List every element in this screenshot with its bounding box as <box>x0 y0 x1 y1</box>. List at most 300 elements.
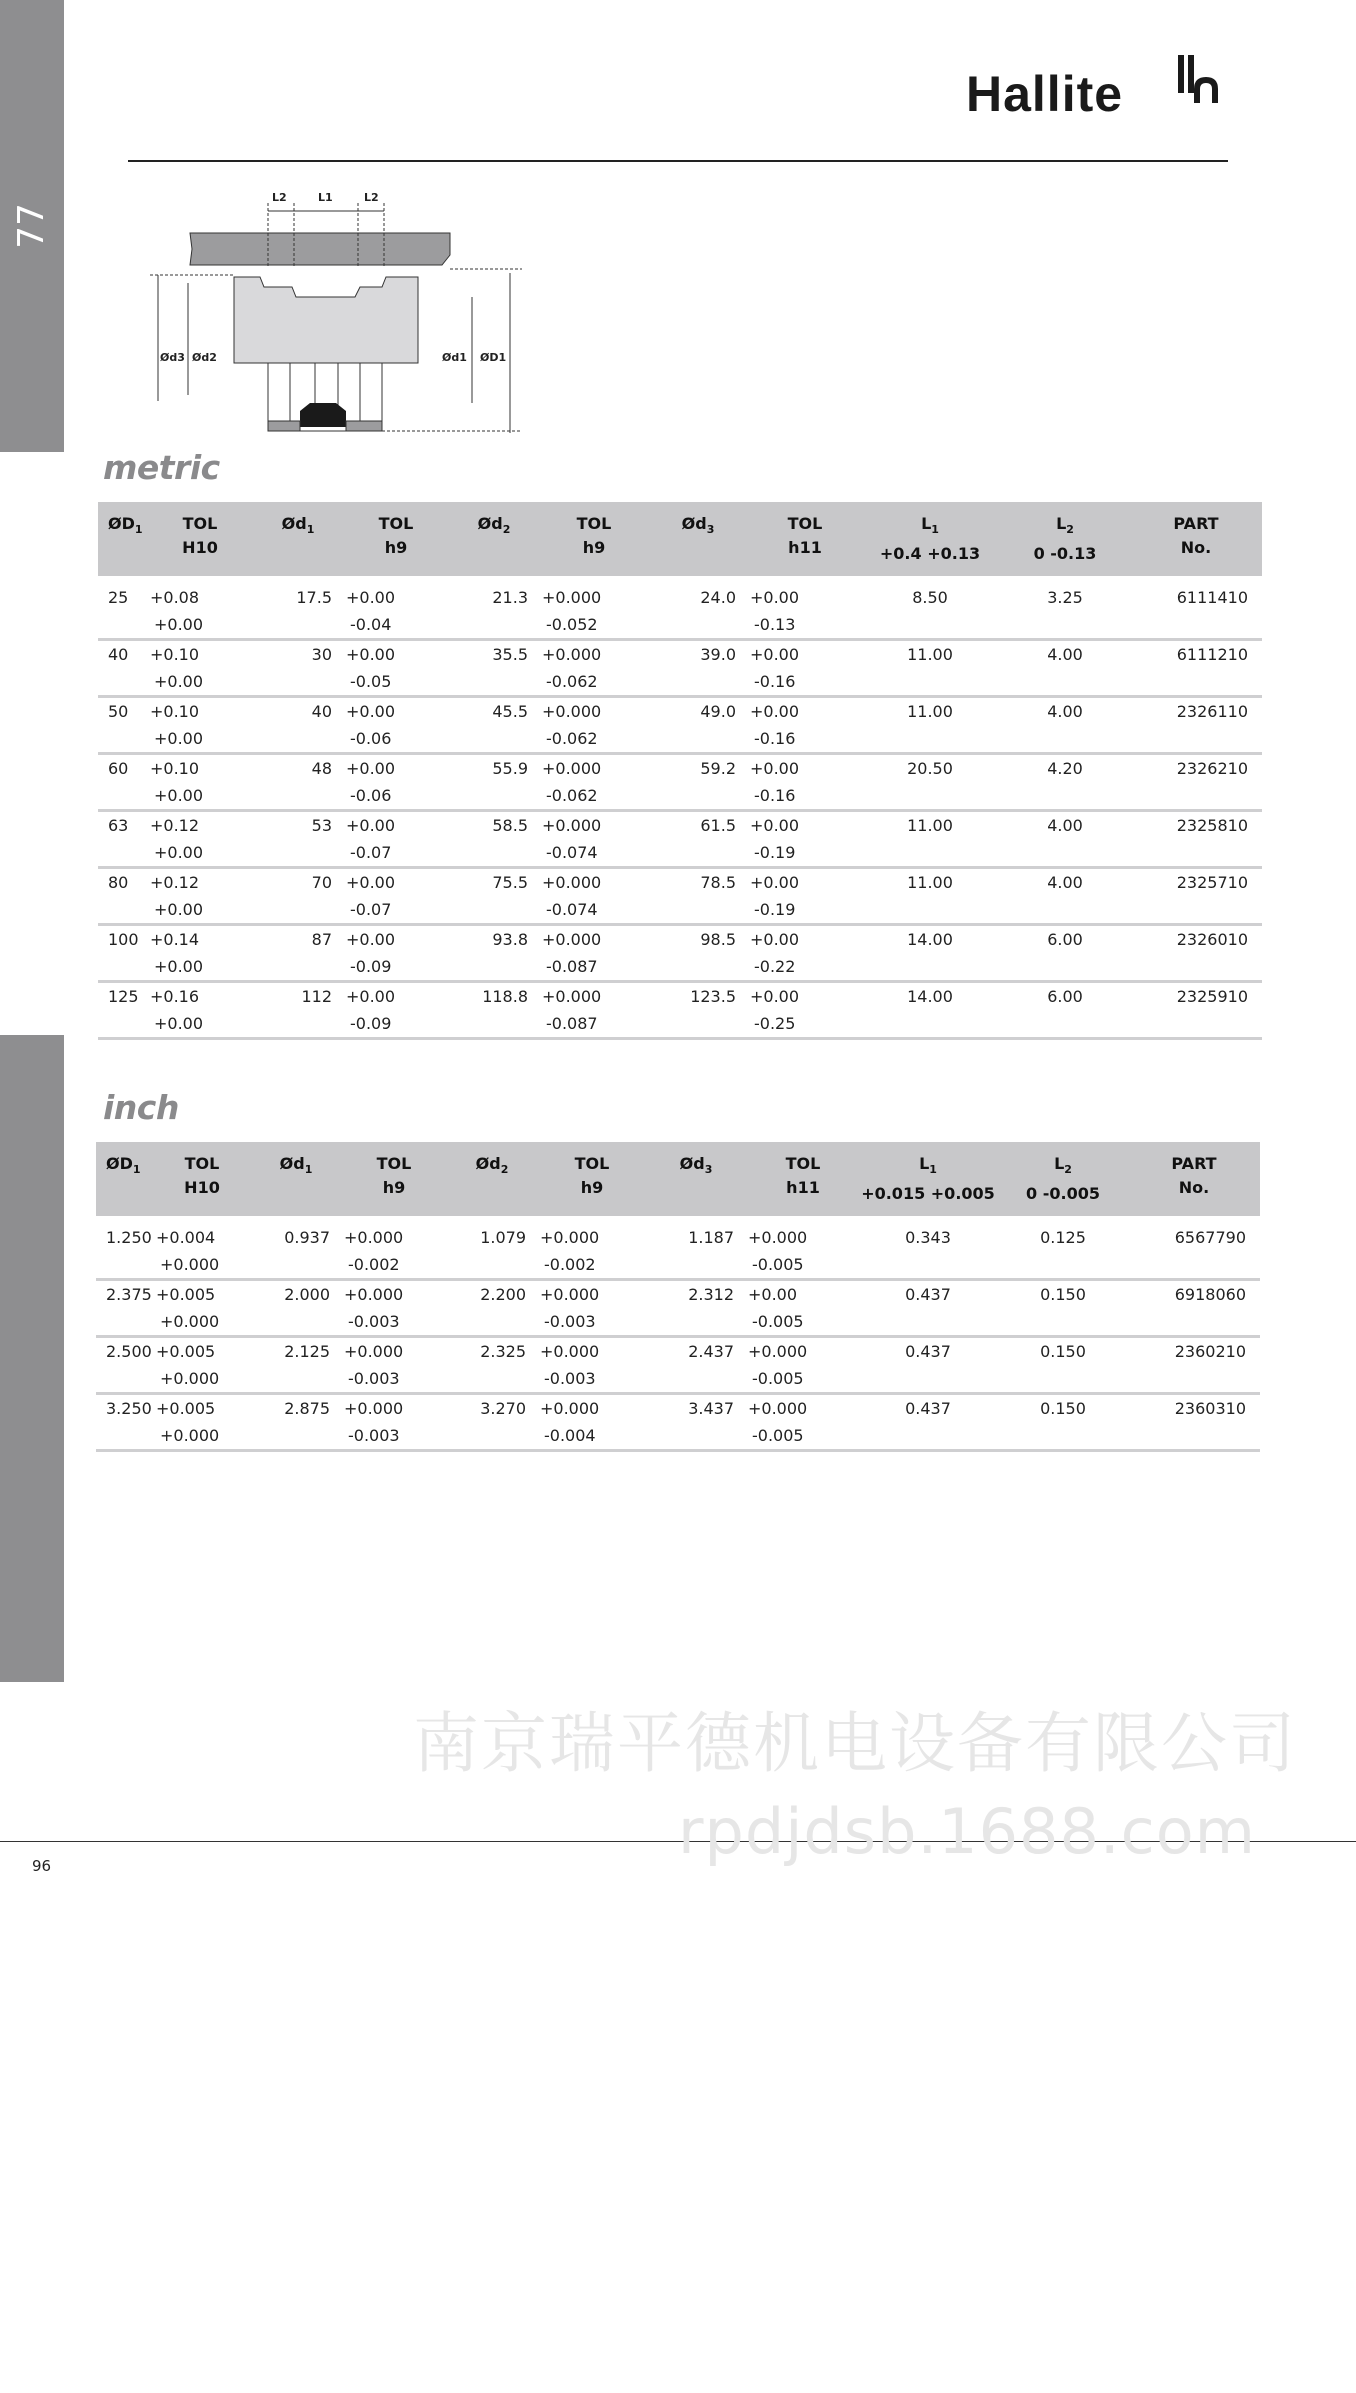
tolerance-cell <box>344 1216 444 1280</box>
tolerance-upper: +0.08 <box>150 588 200 607</box>
inch-header-main-text: TOL <box>376 1154 412 1173</box>
cell-d2: 2.325 <box>480 1342 526 1361</box>
metric-header-main <box>750 512 860 536</box>
cell-d1: 40 <box>311 702 332 721</box>
cell-d1: 48 <box>311 759 332 778</box>
cell-d3: 59.2 <box>700 759 736 778</box>
tolerance-upper: +0.00 <box>346 759 396 778</box>
cell-part: 2325810 <box>1176 816 1248 835</box>
label-d1: Ød1 <box>442 351 467 364</box>
tolerance-lower: +0.000 <box>160 1255 220 1274</box>
cell-l1: 0.437 <box>905 1342 951 1361</box>
cell-part: 2326210 <box>1176 759 1248 778</box>
tolerance-lower: -0.087 <box>546 1014 598 1033</box>
tolerance-lower: -0.06 <box>350 729 392 748</box>
tolerance-upper: +0.000 <box>542 588 602 607</box>
inch-body <box>96 1216 1260 1451</box>
cell-d1: 25 <box>108 588 129 607</box>
tolerance-cell <box>344 1394 444 1451</box>
table-row <box>96 1394 1260 1451</box>
tolerance-upper: +0.10 <box>150 702 200 721</box>
tolerance-lower: -0.005 <box>752 1312 804 1331</box>
tolerance-upper: +0.00 <box>346 645 396 664</box>
tolerance-lower: -0.002 <box>544 1255 596 1274</box>
tolerance-upper: +0.16 <box>150 987 200 1006</box>
tolerance-upper: +0.005 <box>156 1285 216 1304</box>
tolerance-cell <box>542 982 646 1039</box>
tolerance-lower: -0.002 <box>348 1255 400 1274</box>
cell-l1: 11.00 <box>907 873 953 892</box>
metric-header-sub: 1 <box>306 523 315 536</box>
label-d2: Ød2 <box>192 351 217 364</box>
tolerance-lower: -0.04 <box>350 615 392 634</box>
cell-d2: 2.200 <box>480 1285 526 1304</box>
inch-header-main <box>644 1152 748 1182</box>
inch-header-sub: 1 <box>929 1163 937 1176</box>
inch-header-cell <box>858 1142 998 1216</box>
table-row <box>96 1337 1260 1394</box>
cell-l1: 20.50 <box>907 759 953 778</box>
inch-header-sub: 3 <box>704 1163 713 1176</box>
cell-part: 2360210 <box>1174 1342 1246 1361</box>
metric-header-row <box>98 502 1262 576</box>
label-d3: Ød3 <box>160 351 185 364</box>
tolerance-lower: -0.003 <box>348 1369 400 1388</box>
label-l1: L1 <box>318 191 333 204</box>
cell-l2: 0.150 <box>1040 1285 1086 1304</box>
cell-l1: 11.00 <box>907 645 953 664</box>
cell-l2: 6.00 <box>1047 930 1083 949</box>
inch-header-main-text: TOL <box>184 1154 220 1173</box>
label-l2-left: L2 <box>272 191 287 204</box>
tolerance-lower: +0.00 <box>154 615 204 634</box>
cell-d3: 123.5 <box>690 987 736 1006</box>
tolerance-upper: +0.000 <box>344 1285 404 1304</box>
tolerance-lower: -0.25 <box>754 1014 796 1033</box>
metric-header-main-text: Ød <box>281 514 307 533</box>
inch-table <box>96 1142 1260 1452</box>
header-rule <box>128 160 1228 162</box>
inch-header-main <box>156 1152 248 1176</box>
tolerance-upper: +0.00 <box>750 873 800 892</box>
tolerance-upper: +0.00 <box>346 873 396 892</box>
tolerance-cell <box>346 576 446 640</box>
tolerance-upper: +0.000 <box>748 1342 808 1361</box>
inch-header-main-text: PART <box>1171 1154 1217 1173</box>
tolerance-cell <box>150 754 250 811</box>
tolerance-cell <box>346 754 446 811</box>
cell-l2: 4.20 <box>1047 759 1083 778</box>
metric-header-main <box>1130 512 1262 536</box>
cell-d3: 39.0 <box>700 645 736 664</box>
cell-d3: 24.0 <box>700 588 736 607</box>
tolerance-cell <box>344 1337 444 1394</box>
inch-header-main-text: TOL <box>574 1154 610 1173</box>
tolerance-upper: +0.00 <box>750 588 800 607</box>
tolerance-upper: +0.000 <box>344 1399 404 1418</box>
tolerance-lower: +0.00 <box>154 1014 204 1033</box>
cell-d3: 2.437 <box>688 1342 734 1361</box>
metric-header-cell <box>750 502 860 576</box>
tolerance-cell <box>542 925 646 982</box>
metric-header-main <box>860 512 1000 542</box>
tolerance-lower: -0.07 <box>350 900 392 919</box>
tolerance-lower: -0.003 <box>348 1426 400 1445</box>
inch-header-cell <box>156 1142 248 1216</box>
inch-header-row <box>96 1142 1260 1216</box>
tolerance-upper: +0.000 <box>542 930 602 949</box>
metric-header-main <box>446 512 542 542</box>
metric-header-main-text: ØD <box>108 514 135 533</box>
inch-header-cell <box>444 1142 540 1216</box>
tolerance-cell <box>150 868 250 925</box>
tolerance-upper: +0.004 <box>156 1228 216 1247</box>
tolerance-lower: +0.00 <box>154 957 204 976</box>
inch-header-main <box>858 1152 998 1182</box>
inch-header-cell <box>344 1142 444 1216</box>
tolerance-upper: +0.00 <box>346 816 396 835</box>
inch-header-sub: 1 <box>132 1163 141 1176</box>
tolerance-lower: -0.005 <box>752 1426 804 1445</box>
metric-header-main-text: Ød <box>477 514 503 533</box>
metric-header-cell <box>150 502 250 576</box>
metric-header-cell <box>446 502 542 576</box>
cell-d3: 78.5 <box>700 873 736 892</box>
tolerance-cell <box>150 640 250 697</box>
inch-header-main <box>444 1152 540 1182</box>
inch-header-line2: h9 <box>580 1178 604 1197</box>
cell-d3: 1.187 <box>688 1228 734 1247</box>
cell-d2: 58.5 <box>492 816 528 835</box>
inch-header-main <box>748 1152 858 1176</box>
cell-d2: 35.5 <box>492 645 528 664</box>
tolerance-lower: +0.00 <box>154 672 204 691</box>
cell-l1: 14.00 <box>907 987 953 1006</box>
tolerance-cell <box>542 868 646 925</box>
cell-part: 2325710 <box>1176 873 1248 892</box>
cell-d1: 100 <box>108 930 139 949</box>
metric-table <box>98 502 1262 1040</box>
tolerance-cell <box>344 1280 444 1337</box>
metric-header-cell <box>250 502 346 576</box>
tolerance-lower: -0.003 <box>544 1369 596 1388</box>
cell-d1: 0.937 <box>284 1228 330 1247</box>
tolerance-cell <box>748 1216 858 1280</box>
cell-d1: 125 <box>108 987 139 1006</box>
tolerance-cell <box>156 1394 248 1451</box>
tolerance-lower: -0.062 <box>546 786 598 805</box>
cell-l2: 4.00 <box>1047 816 1083 835</box>
metric-header-line2: +0.4 +0.13 <box>879 544 981 563</box>
tolerance-upper: +0.000 <box>542 645 602 664</box>
tolerance-lower: -0.22 <box>754 957 796 976</box>
metric-header-cell <box>542 502 646 576</box>
metric-header-sub: 1 <box>931 523 939 536</box>
inch-header-main <box>1128 1152 1260 1176</box>
tolerance-upper: +0.00 <box>750 759 800 778</box>
tolerance-upper: +0.000 <box>748 1228 808 1247</box>
inch-header-sub: 1 <box>304 1163 313 1176</box>
tolerance-upper: +0.000 <box>540 1342 600 1361</box>
tolerance-cell <box>346 640 446 697</box>
metric-header-line2: h9 <box>582 538 606 557</box>
tolerance-upper: +0.000 <box>344 1228 404 1247</box>
metric-header-main <box>646 512 750 542</box>
inch-header-main-text: Ød <box>475 1154 501 1173</box>
metric-header-main <box>250 512 346 542</box>
tolerance-lower: +0.00 <box>154 843 204 862</box>
cell-d2: 75.5 <box>492 873 528 892</box>
tolerance-lower: +0.000 <box>160 1312 220 1331</box>
tolerance-lower: +0.00 <box>154 786 204 805</box>
cell-d1: 1.250 <box>106 1228 152 1247</box>
cell-d1: 2.125 <box>284 1342 330 1361</box>
cell-d3: 3.437 <box>688 1399 734 1418</box>
inch-header-line2: h9 <box>382 1178 406 1197</box>
cell-d1: 53 <box>311 816 332 835</box>
tolerance-cell <box>750 576 860 640</box>
cell-d1: 87 <box>311 930 332 949</box>
cell-d1: 17.5 <box>296 588 332 607</box>
label-D1: ØD1 <box>480 351 507 364</box>
cell-l1: 8.50 <box>912 588 948 607</box>
cell-part: 6567790 <box>1174 1228 1246 1247</box>
cell-d3: 98.5 <box>700 930 736 949</box>
cell-l2: 0.150 <box>1040 1399 1086 1418</box>
inch-header-line2: No. <box>1178 1178 1210 1197</box>
tolerance-lower: -0.16 <box>754 672 796 691</box>
cell-l1: 0.437 <box>905 1399 951 1418</box>
tolerance-upper: +0.000 <box>542 873 602 892</box>
tolerance-lower: +0.00 <box>154 729 204 748</box>
table-row <box>98 576 1262 640</box>
cell-d3: 2.312 <box>688 1285 734 1304</box>
inch-header-cell <box>644 1142 748 1216</box>
tolerance-cell <box>156 1337 248 1394</box>
label-l2-right: L2 <box>364 191 379 204</box>
tolerance-lower: -0.19 <box>754 843 796 862</box>
inch-header-cell <box>998 1142 1128 1216</box>
tolerance-upper: +0.005 <box>156 1342 216 1361</box>
cell-part: 6918060 <box>1174 1285 1246 1304</box>
tolerance-upper: +0.00 <box>750 987 800 1006</box>
tolerance-cell <box>750 811 860 868</box>
tolerance-upper: +0.000 <box>540 1228 600 1247</box>
table-row <box>98 868 1262 925</box>
chapter-number: 77 <box>11 203 52 249</box>
inch-header-main <box>998 1152 1128 1182</box>
tolerance-cell <box>150 697 250 754</box>
tolerance-cell <box>748 1280 858 1337</box>
cell-d1: 30 <box>311 645 332 664</box>
cell-d2: 21.3 <box>492 588 528 607</box>
metric-header-main <box>150 512 250 536</box>
tolerance-upper: +0.12 <box>150 816 200 835</box>
tolerance-upper: +0.14 <box>150 930 200 949</box>
tolerance-upper: +0.005 <box>156 1399 216 1418</box>
cell-d1: 112 <box>301 987 332 1006</box>
tolerance-upper: +0.000 <box>344 1342 404 1361</box>
table-row <box>98 697 1262 754</box>
tolerance-cell <box>542 754 646 811</box>
cell-d1: 50 <box>108 702 129 721</box>
tolerance-cell <box>750 868 860 925</box>
tolerance-upper: +0.10 <box>150 759 200 778</box>
cell-d2: 45.5 <box>492 702 528 721</box>
cell-d2: 55.9 <box>492 759 528 778</box>
metric-header-sub: 1 <box>134 523 143 536</box>
inch-header-main-text: Ød <box>679 1154 705 1173</box>
tolerance-lower: -0.062 <box>546 672 598 691</box>
inch-header-main-text: TOL <box>785 1154 821 1173</box>
metric-header-line2: 0 -0.13 <box>1033 544 1097 563</box>
cell-d1: 63 <box>108 816 129 835</box>
tolerance-upper: +0.000 <box>542 759 602 778</box>
tolerance-lower: -0.06 <box>350 786 392 805</box>
hallite-logo-mark-icon <box>1172 55 1228 111</box>
tolerance-cell <box>150 576 250 640</box>
table-row <box>98 754 1262 811</box>
tolerance-cell <box>748 1394 858 1451</box>
tolerance-lower: -0.05 <box>350 672 392 691</box>
table-row <box>96 1280 1260 1337</box>
cell-d1: 60 <box>108 759 129 778</box>
tolerance-cell <box>540 1280 644 1337</box>
metric-header-cell <box>346 502 446 576</box>
tolerance-cell <box>540 1216 644 1280</box>
tolerance-upper: +0.00 <box>346 987 396 1006</box>
tolerance-cell <box>748 1337 858 1394</box>
cell-d1: 2.000 <box>284 1285 330 1304</box>
metric-body <box>98 576 1262 1039</box>
metric-header-main <box>346 512 446 536</box>
tolerance-lower: -0.09 <box>350 957 392 976</box>
cell-l1: 0.437 <box>905 1285 951 1304</box>
tolerance-cell <box>540 1394 644 1451</box>
cell-d1: 80 <box>108 873 129 892</box>
tolerance-lower: -0.074 <box>546 843 598 862</box>
metric-header-main-text: TOL <box>787 514 823 533</box>
tolerance-lower: -0.19 <box>754 900 796 919</box>
tolerance-upper: +0.000 <box>748 1399 808 1418</box>
cell-l1: 14.00 <box>907 930 953 949</box>
table-row <box>96 1216 1260 1280</box>
metric-header-line2: H10 <box>182 538 218 557</box>
cell-d3: 61.5 <box>700 816 736 835</box>
tolerance-upper: +0.000 <box>542 702 602 721</box>
tolerance-lower: -0.09 <box>350 1014 392 1033</box>
inch-header-main <box>540 1152 644 1176</box>
tolerance-cell <box>542 576 646 640</box>
tolerance-lower: +0.000 <box>160 1369 220 1388</box>
metric-header-main-text: L <box>1056 514 1067 533</box>
tolerance-upper: +0.10 <box>150 645 200 664</box>
tolerance-upper: +0.00 <box>750 816 800 835</box>
tolerance-cell <box>750 754 860 811</box>
inch-header-main <box>106 1152 156 1182</box>
cell-part: 6111410 <box>1176 588 1248 607</box>
cell-l1: 11.00 <box>907 816 953 835</box>
metric-header-line2: No. <box>1180 538 1212 557</box>
tolerance-cell <box>156 1280 248 1337</box>
inch-header-main-text: ØD <box>106 1154 133 1173</box>
metric-header-main-text: L <box>921 514 932 533</box>
footer-page-number: 96 <box>32 1857 52 1875</box>
inch-heading: inch <box>103 1088 179 1127</box>
cell-part: 2360310 <box>1174 1399 1246 1418</box>
brand-name: Hallite <box>966 66 1124 122</box>
tolerance-upper: +0.000 <box>542 816 602 835</box>
tolerance-cell <box>540 1337 644 1394</box>
metric-header-cell <box>1130 502 1262 576</box>
tolerance-cell <box>156 1216 248 1280</box>
tolerance-cell <box>346 697 446 754</box>
inch-header-sub: 2 <box>500 1163 509 1176</box>
tolerance-upper: +0.00 <box>750 930 800 949</box>
inch-header-sub: 2 <box>1064 1163 1072 1176</box>
cell-d1: 2.500 <box>106 1342 152 1361</box>
tolerance-upper: +0.00 <box>346 588 396 607</box>
inch-header-line2: +0.015 +0.005 <box>861 1184 995 1203</box>
cell-l2: 0.150 <box>1040 1342 1086 1361</box>
cell-d2: 1.079 <box>480 1228 526 1247</box>
tolerance-cell <box>750 982 860 1039</box>
tolerance-upper: +0.00 <box>346 702 396 721</box>
cell-d1: 2.375 <box>106 1285 152 1304</box>
tolerance-upper: +0.00 <box>748 1285 798 1304</box>
inch-header-line2: H10 <box>184 1178 220 1197</box>
tolerance-lower: -0.052 <box>546 615 598 634</box>
tolerance-cell <box>542 697 646 754</box>
metric-header-line2: h9 <box>384 538 408 557</box>
tolerance-lower: -0.07 <box>350 843 392 862</box>
metric-header-cell <box>1000 502 1130 576</box>
metric-header-main-text: PART <box>1173 514 1219 533</box>
tolerance-cell <box>150 811 250 868</box>
tolerance-upper: +0.000 <box>542 987 602 1006</box>
tolerance-lower: -0.005 <box>752 1369 804 1388</box>
metric-header-main-text: TOL <box>182 514 218 533</box>
metric-header-sub: 3 <box>706 523 715 536</box>
tolerance-upper: +0.00 <box>750 702 800 721</box>
cell-part: 2325910 <box>1176 987 1248 1006</box>
inch-header-cell <box>96 1142 156 1216</box>
metric-header-sub: 2 <box>502 523 511 536</box>
metric-header-main <box>1000 512 1130 542</box>
inch-header-main <box>248 1152 344 1182</box>
cell-l1: 0.343 <box>905 1228 951 1247</box>
tolerance-cell <box>750 925 860 982</box>
tolerance-cell <box>346 868 446 925</box>
tolerance-lower: -0.13 <box>754 615 796 634</box>
table-row <box>98 811 1262 868</box>
tolerance-lower: -0.005 <box>752 1255 804 1274</box>
cell-l1: 11.00 <box>907 702 953 721</box>
cell-d2: 93.8 <box>492 930 528 949</box>
tolerance-cell <box>150 982 250 1039</box>
watermark-url: rpdjdsb.1688.com <box>678 1795 1257 1868</box>
inch-header-main-text: L <box>1054 1154 1065 1173</box>
cell-part: 2326010 <box>1176 930 1248 949</box>
tolerance-upper: +0.00 <box>750 645 800 664</box>
inch-header-cell <box>540 1142 644 1216</box>
inch-header-cell <box>248 1142 344 1216</box>
tolerance-cell <box>346 811 446 868</box>
metric-header-main-text: TOL <box>576 514 612 533</box>
cell-part: 2326110 <box>1176 702 1248 721</box>
cell-l2: 3.25 <box>1047 588 1083 607</box>
metric-header-sub: 2 <box>1066 523 1074 536</box>
